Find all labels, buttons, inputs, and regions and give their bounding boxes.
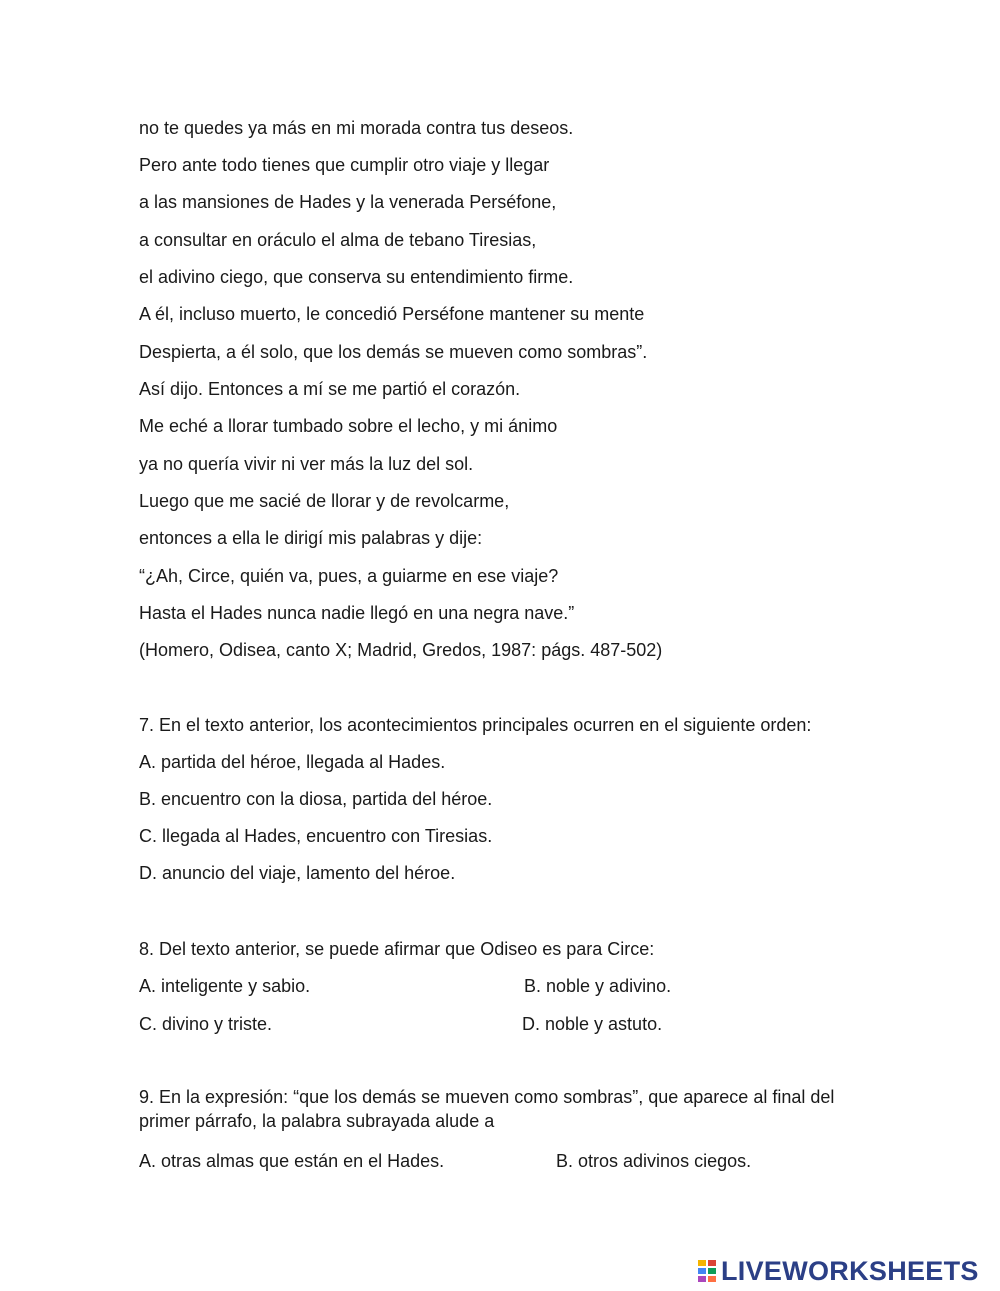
question-7-option-a[interactable]: A. partida del héroe, llegada al Hades.: [139, 752, 446, 772]
question-7-option-d[interactable]: D. anuncio del viaje, lamento del héroe.: [139, 863, 456, 883]
logo-text: LIVEWORKSHEETS: [721, 1256, 979, 1286]
poem-line: Hasta el Hades nunca nadie llegó en una negra nave.”: [139, 603, 575, 623]
poem-line: ya no quería vivir ni ver más la luz del sol.: [139, 454, 474, 474]
logo-block: [697, 1259, 707, 1267]
question-8-option-b[interactable]: B. noble y adivino.: [524, 976, 672, 996]
citation: (Homero, Odisea, canto X; Madrid, Gredos, 1987: págs. 487-502): [139, 640, 663, 660]
poem-line: Me eché a llorar tumbado sobre el lecho, y mi ánimo: [139, 416, 558, 436]
poem-line: “¿Ah, Circe, quién va, pues, a guiarme en ese viaje?: [139, 566, 559, 586]
liveworksheets-logo-icon: [697, 1259, 717, 1283]
poem-line: el adivino ciego, que conserva su entendimiento firme.: [139, 267, 574, 287]
question-7-option-c[interactable]: C. llegada al Hades, encuentro con Tiresias.: [139, 826, 493, 846]
poem-line: A él, incluso muerto, le concedió Perséfone mantener su mente: [139, 304, 645, 324]
question-8-option-a[interactable]: A. inteligente y sabio.: [139, 976, 311, 996]
poem-line: a consultar en oráculo el alma de tebano Tiresias,: [139, 230, 537, 250]
poem-line: entonces a ella le dirigí mis palabras y dije:: [139, 528, 483, 548]
question-7-option-b[interactable]: B. encuentro con la diosa, partida del héroe.: [139, 789, 493, 809]
logo-block: [697, 1275, 707, 1283]
question-8-option-c[interactable]: C. divino y triste.: [139, 1014, 273, 1034]
question-9-option-a[interactable]: A. otras almas que están en el Hades.: [139, 1151, 445, 1171]
logo-block: [707, 1267, 717, 1275]
poem-line: a las mansiones de Hades y la venerada Perséfone,: [139, 192, 557, 212]
poem-line: no te quedes ya más en mi morada contra tus deseos.: [139, 118, 574, 138]
poem-line: Despierta, a él solo, que los demás se mueven como sombras”.: [139, 342, 648, 362]
logo-block: [697, 1267, 707, 1275]
poem-line: Pero ante todo tienes que cumplir otro viaje y llegar: [139, 155, 550, 175]
poem-line: Luego que me sacié de llorar y de revolcarme,: [139, 491, 510, 511]
poem-line: Así dijo. Entonces a mí se me partió el corazón.: [139, 379, 521, 399]
question-7-prompt: 7. En el texto anterior, los acontecimientos principales ocurren en el siguiente orden:: [139, 715, 812, 735]
question-9-option-b[interactable]: B. otros adivinos ciegos.: [556, 1151, 752, 1171]
logo-block: [707, 1259, 717, 1267]
logo-block: [707, 1275, 717, 1283]
question-8-prompt: 8. Del texto anterior, se puede afirmar que Odiseo es para Circe:: [139, 939, 655, 959]
liveworksheets-logo: [697, 1257, 979, 1285]
question-9-prompt: 9. En la expresión: “que los demás se mueven como sombras”, que aparece al final del primer párrafo, la palabra subrayada alude a: [139, 1087, 835, 1131]
question-8-option-d[interactable]: D. noble y astuto.: [522, 1014, 663, 1034]
